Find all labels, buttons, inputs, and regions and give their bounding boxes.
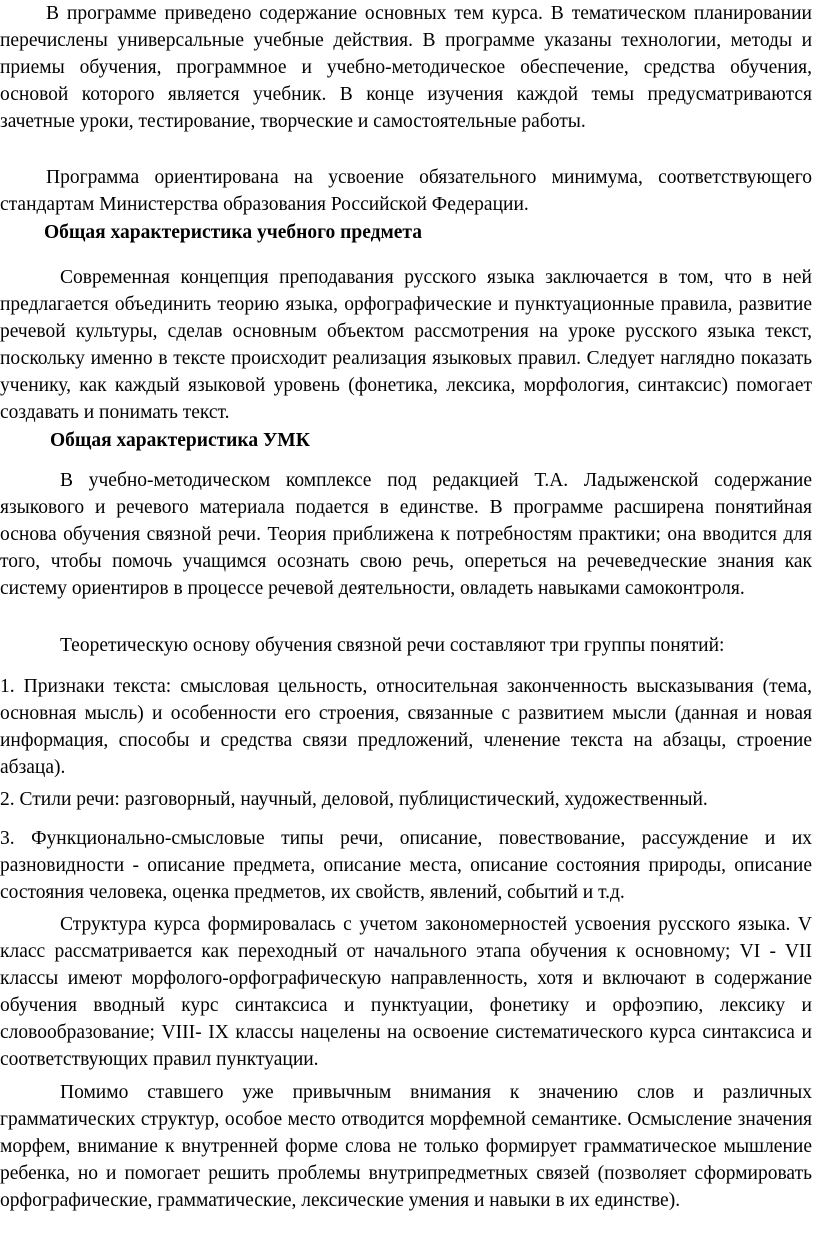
course-structure-paragraph: Структура курса формировалась с учетом закономерностей усвоения русского языка. V класс рассматривается как переходный от начального этапа обучения к основному; VI - VII классы имеют морфолого-орфографическую направленность, хотя и включают в содержание обучения вводный курс синтаксиса и пунктуации, фонетику и орфоэпию, лексику и словообразование; VIII- IX классы нацелены на освоение систематического курса синтаксиса и соответствующих правил пунктуации. — [0, 914, 812, 1070]
intro-paragraph: В программе приведено содержание основных тем курса. В тематическом планировании перечислены универсальные учебные действия. В программе указаны технологии, методы и приемы обучения, программное и учебно-методическое обеспечение, средства обучения, основой которого является учебник. В конце изучения каждой темы предусматриваются зачетные уроки, тестирование, творческие и самостоятельные работы. — [0, 3, 812, 132]
standards-paragraph: Программа ориентирована на усвоение обязательного минимума, соответствующего стандартам Министерства образования Российской Федерации. — [0, 167, 812, 215]
concept-paragraph: Современная концепция преподавания русского языка заключается в том, что в ней предлагается объединить теорию языка, орфографические и пунктуационные правила, развитие речевой культуры, сделав основным объектом рассмотрения на уроке русского языка текст, поскольку именно в тексте происходит реализация языковых правил. Следует наглядно показать ученику, как каждый языковой уровень (фонетика, лексика, морфология, синтаксис) помогает создавать и понимать текст. — [0, 267, 812, 423]
list-item-speech-styles: 2. Стили речи: разговорный, научный, деловой, публицистический, художественный. — [0, 789, 708, 810]
list-item-speech-types: 3. Функционально-смысловые типы речи, описание, повествование, рассуждение и их разновидности - описание предмета, описание места, описание состояния природы, описание состояния человека, оценка предметов, их свойств, явлений, событий и т.д. — [0, 828, 812, 903]
list-item-text-features: 1. Признаки текста: смысловая цельность, относительная законченность высказывания (тема, основная мысль) и особенности его строения, связанные с развитием мысли (данная и новая информация, способы и средства связи предложений, членение текста на абзацы, строение абзаца). — [0, 676, 812, 778]
morpheme-semantics-paragraph: Помимо ставшего уже привычным внимания к значению слов и различных грамматических структур, особое место отводится морфемной семантике. Осмысление значения морфем, внимание к внутренней форме слова не только формирует грамматическое мышление ребенка, но и помогает решить проблемы внутрипредметных связей (позволяет сформировать орфографические, грамматические, лексические умения и навыки в их единстве). — [0, 1082, 812, 1211]
umk-paragraph: В учебно-методическом комплексе под редакцией Т.А. Ладыженской содержание языкового и речевого материала подается в единстве. В программе расширена понятийная основа обучения связной речи. Теория приближена к потребностям практики; она вводится для того, чтобы помочь учащимся осознать свою речь, опереться на речеведческие знания как систему ориентиров в процессе речевой деятельности, овладеть навыками самоконтроля. — [0, 470, 812, 599]
theory-intro-paragraph: Теоретическую основу обучения связной речи составляют три группы понятий: — [60, 635, 725, 656]
subject-characteristic-heading: Общая характеристика учебного предмета — [44, 222, 422, 243]
umk-characteristic-heading: Общая характеристика УМК — [50, 430, 310, 451]
